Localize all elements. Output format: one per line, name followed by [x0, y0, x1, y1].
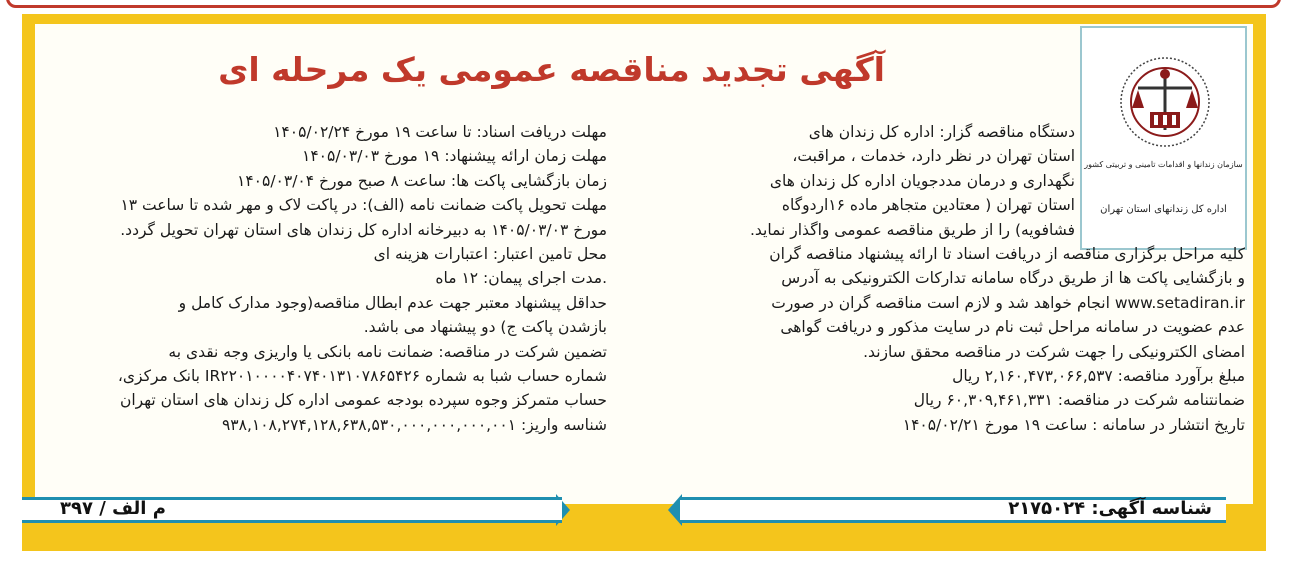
publish-date: تاریخ انتشار در سامانه : ساعت ۱۹ مورخ ۱۴۰۵/۰۲/۲۱: [902, 415, 1245, 434]
left-line-13: شناسه واریز: ۹۳۸,۱۰۸,۲۷۴,۱۲۸,۶۳۸,۵۳۰,۰۰۰,۰۰۰,۰۰۰,۰۰۱: [221, 415, 607, 434]
right-line-3: نگهداری و درمان مددجویان اداره کل زندان های: [769, 171, 1075, 190]
ad-code: م الف / ۳۹۷: [60, 498, 166, 519]
notice-body: [35, 24, 1253, 504]
br-line-2: و بازگشایی پاکت ها از طریق درگاه سامانه تدارکات الکترونیکی به آدرس: [781, 269, 1245, 288]
br-line-1: کلیه مراحل برگزاری مناقصه از دریافت اسناد تا ارائه پیشنهاد مناقصه گران: [769, 245, 1245, 263]
br-line-3: www.setadiran.ir انجام خواهد شد و لازم است مناقصه گران در صورت: [771, 293, 1245, 312]
left-line-11: شماره حساب شبا به شماره IR۲۲۰۱۰۰۰۰۴۰۷۴۰۱۳۱۰۷۸۶۵۴۲۶ بانک مرکزی،: [117, 367, 607, 386]
right-line-2: استان تهران در نظر دارد، خدمات ، مراقبت،: [792, 147, 1075, 166]
notice-frame: [22, 14, 1266, 551]
justice-scales-emblem-icon: [1110, 54, 1220, 154]
left-line-8: حداقل پیشنهاد معتبر جهت عدم ابطال مناقصه(وجود مدارک کامل و: [178, 293, 607, 312]
estimate-amount: مبلغ برآورد مناقصه: ۲,۱۶۰,۴۷۳,۰۶۶,۵۳۷ ریال: [952, 367, 1245, 386]
right-line-1: دستگاه مناقصه گزار: اداره کل زندان های: [808, 123, 1075, 141]
right-column: [623, 120, 1075, 242]
left-line-5: مورخ ۱۴۰۵/۰۳/۰۳ به دبیرخانه اداره کل زندان های استان تهران تحویل گردد.: [120, 220, 607, 239]
guarantee-amount: ضمانتنامه شرکت در مناقصه: ۶۰,۳۰۹,۴۶۱,۳۳۱ ریال: [913, 391, 1245, 410]
code-bar: [22, 497, 562, 523]
left-line-1: مهلت دریافت اسناد: تا ساعت ۱۹ مورخ ۱۴۰۵/۰۲/۲۴: [273, 123, 607, 141]
left-line-3: زمان بازگشایی پاکت ها: ساعت ۸ صبح مورخ ۱۴۰۵/۰۳/۰۴: [237, 171, 607, 190]
left-line-2: مهلت زمان ارائه پیشنهاد: ۱۹ مورخ ۱۴۰۵/۰۳/۰۳: [302, 147, 607, 166]
logo-caption-org: اداره کل زندانهای استان تهران: [1100, 204, 1227, 215]
left-line-7: .مدت اجرای پیمان: ۱۲ ماه: [435, 269, 607, 288]
logo-box: [1080, 26, 1247, 250]
left-line-10: تضمین شرکت در مناقصه: ضمانت نامه بانکی یا واریزی وجه نقدی به: [168, 342, 607, 361]
notice-title: آگهی تجدید مناقصه عمومی یک مرحله ای: [218, 50, 885, 89]
right-line-5: فشافویه) را از طریق مناقصه عمومی واگذار نماید.: [749, 220, 1075, 239]
right-line-4: استان تهران ( معتادین متجاهر ماده ۱۶اردوگاه: [781, 196, 1075, 215]
br-line-4: عدم عضویت در سامانه مراحل ثبت نام در سایت مذکور و دریافت گواهی: [780, 318, 1245, 337]
logo-caption-top: سازمان زندانها و اقدامات تامینی و تربیتی کشور: [1084, 160, 1243, 169]
ad-id: شناسه آگهی: ۲۱۷۵۰۲۴: [1008, 498, 1212, 519]
top-strip: [6, 0, 1281, 8]
bottom-right-column: [631, 242, 1245, 437]
left-line-6: محل تامین اعتبار: اعتبارات هزینه ای: [373, 245, 607, 264]
br-line-5: امضای الکترونیکی را جهت شرکت در مناقصه محقق سازند.: [863, 342, 1245, 361]
left-line-4: مهلت تحویل پاکت ضمانت نامه (الف): در پاکت لاک و مهر شده تا ساعت ۱۳: [120, 196, 607, 215]
ad-id-bar: [680, 497, 1226, 523]
left-column: [33, 120, 607, 437]
left-line-9: بازشدن پاکت ج) دو پیشنهاد می باشد.: [363, 318, 607, 337]
left-line-12: حساب متمرکز وجوه سپرده بودجه عمومی اداره کل زندان های استان تهران: [119, 391, 607, 410]
